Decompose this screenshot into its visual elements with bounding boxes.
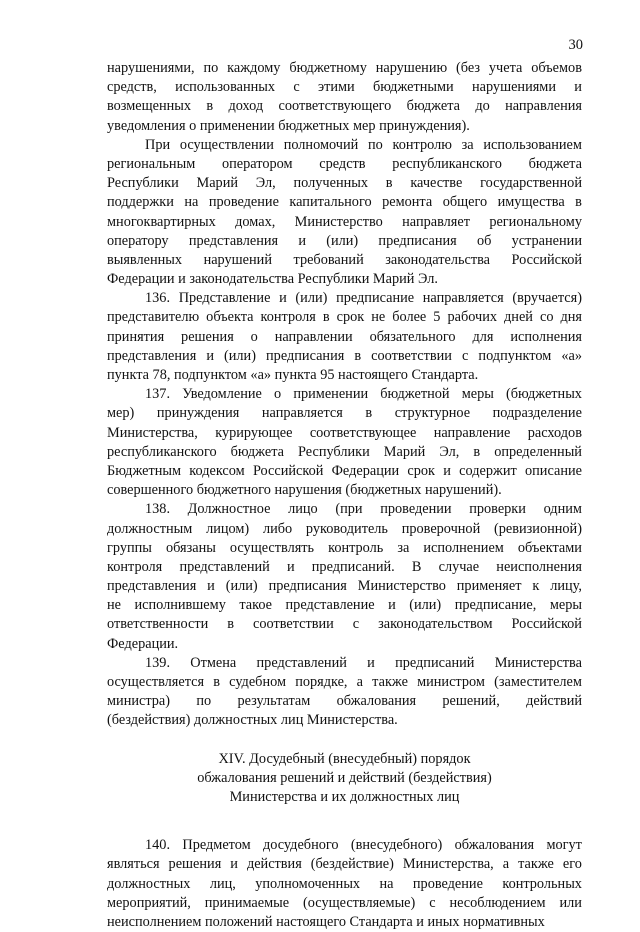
word: не	[107, 597, 121, 614]
word: о	[274, 386, 282, 403]
word: мер)	[107, 405, 135, 422]
word: Представление	[178, 290, 271, 307]
word: осуществлении	[179, 136, 274, 153]
word: его	[562, 856, 582, 873]
text-line	[107, 174, 582, 193]
word: на	[184, 194, 199, 211]
word: (или)	[225, 578, 258, 595]
word: и	[367, 654, 375, 671]
word: более	[392, 309, 427, 326]
text-line	[107, 654, 582, 673]
word: контрольных	[502, 875, 582, 892]
word: учета	[488, 60, 523, 76]
word: Эл,	[255, 175, 276, 192]
page-number: 30	[568, 37, 583, 53]
text-line	[107, 385, 582, 404]
word: проверочной	[401, 520, 481, 537]
word: с	[352, 616, 360, 633]
word: исполнения	[510, 328, 582, 345]
word: срок	[407, 462, 435, 479]
text-line	[107, 635, 582, 654]
word: представления	[188, 232, 279, 249]
word: 139.	[145, 654, 171, 671]
word: должностных	[107, 875, 191, 892]
word: уполномоченных	[255, 875, 361, 892]
document-body	[107, 59, 582, 932]
word: предписания	[268, 578, 347, 595]
word: Федерации	[331, 462, 400, 479]
text-line	[107, 136, 582, 155]
word: являться	[107, 856, 160, 873]
word: (или)	[409, 597, 442, 614]
word: представление	[285, 597, 375, 614]
word: соответствии	[371, 347, 452, 364]
word: (внесудебного)	[350, 837, 443, 854]
word: меры	[461, 386, 494, 403]
text-line	[107, 615, 582, 634]
text-line	[107, 500, 582, 519]
word: подразделение	[492, 405, 582, 422]
word: бюджетными	[372, 79, 454, 96]
word: предписания	[378, 232, 457, 249]
word: (заместителем	[494, 674, 582, 690]
word: в	[213, 674, 220, 690]
word: осуществляется	[107, 674, 205, 690]
word: Марий	[383, 443, 426, 460]
word: предписание	[336, 290, 415, 307]
word: и	[207, 578, 215, 595]
text-line	[107, 539, 582, 558]
word: направляется	[261, 405, 343, 422]
text-line	[107, 894, 582, 913]
heading-line	[107, 769, 582, 788]
word: Должностное	[187, 501, 271, 518]
word: представлений	[179, 558, 270, 575]
text-line	[107, 328, 582, 347]
word: решений,	[442, 693, 500, 710]
word: срок	[336, 309, 365, 326]
word: действия	[246, 856, 302, 873]
word: В	[411, 558, 422, 575]
word: Российской	[511, 251, 582, 268]
word: 5	[433, 309, 441, 326]
word: дней	[504, 309, 533, 326]
line-text: совершенного бюджетного нарушения (бюджетных нарушений).	[107, 482, 502, 499]
line-text: XIV. Досудебный (внесудебный) порядок	[218, 750, 471, 767]
word: структурное	[394, 405, 471, 422]
text-line	[107, 673, 582, 692]
text-line	[107, 347, 582, 366]
word: (или)	[295, 290, 328, 307]
word: случае	[438, 558, 480, 575]
word: с	[462, 347, 469, 364]
word: Российской	[511, 616, 582, 633]
word: неисполнения	[496, 558, 582, 575]
word: Республики	[107, 175, 179, 192]
line-text: уведомления о применении бюджетных мер принуждения).	[107, 117, 470, 134]
line-text: Федерации и законодательства Республики Марий Эл.	[107, 271, 438, 288]
word: Республики	[298, 443, 370, 460]
heading-line	[107, 750, 582, 769]
word: многоквартирных	[107, 213, 216, 230]
text-line	[107, 117, 582, 136]
word: ответственности	[107, 616, 209, 633]
word: курирующее	[215, 424, 293, 441]
word: капитального	[289, 194, 372, 211]
word: выявленных	[107, 251, 183, 268]
word: представителю	[107, 309, 200, 326]
word: бюджета	[528, 155, 582, 172]
word: домах,	[235, 213, 276, 230]
word: министра)	[107, 693, 171, 710]
word: либо	[262, 520, 293, 537]
word: средств	[319, 155, 366, 172]
word: соответствующее	[309, 424, 417, 441]
text-line	[107, 59, 582, 78]
text-line	[107, 424, 582, 443]
word: министром	[417, 674, 485, 690]
word: проведение	[412, 875, 483, 892]
word: контроля	[260, 309, 316, 326]
text-line	[107, 78, 582, 97]
word: принуждения	[156, 405, 240, 422]
word: в	[473, 443, 481, 460]
line-text: Федерации.	[107, 635, 179, 652]
word: за	[461, 136, 474, 153]
word: также	[372, 674, 408, 690]
word: в	[365, 405, 373, 422]
word: объектами	[517, 539, 582, 556]
word: полученных	[293, 175, 369, 192]
word: полномочий	[283, 136, 359, 153]
line-text: неисполнением положений настоящего Стандарта и иных нормативных	[107, 913, 545, 930]
word: или	[559, 894, 582, 911]
word: по	[196, 693, 212, 710]
text-line	[107, 97, 582, 116]
word: с	[293, 79, 300, 96]
word: об	[476, 232, 492, 249]
word: группы	[107, 539, 152, 556]
word: (вручается)	[512, 290, 582, 307]
word: Предметом	[182, 837, 251, 854]
word: досудебного	[263, 837, 339, 854]
text-line	[107, 155, 582, 174]
word: каждому	[227, 60, 281, 76]
text-line	[107, 443, 582, 462]
word: (бездействие)	[310, 856, 394, 873]
word: качестве	[410, 175, 463, 192]
heading-line	[107, 788, 582, 807]
word: и	[388, 597, 396, 614]
word: а	[356, 674, 364, 690]
word: имущества	[497, 194, 565, 211]
word: соответствии	[253, 616, 334, 633]
word: (при	[335, 501, 363, 518]
word: также	[518, 856, 554, 873]
word: бюджета	[406, 98, 460, 115]
word: представлений	[256, 654, 347, 671]
text-line	[107, 366, 582, 385]
word: подпунктом	[478, 347, 552, 364]
word: нарушению	[375, 60, 448, 76]
word: направляет	[402, 213, 470, 230]
word: Министерства,	[107, 424, 198, 441]
word: законодательством	[378, 616, 493, 633]
word: по	[203, 60, 219, 76]
word: лицу,	[550, 578, 582, 595]
word: оператором	[221, 155, 293, 172]
word: к	[532, 578, 540, 595]
word: в	[206, 98, 214, 115]
word: расходов	[527, 424, 582, 441]
word: направляется	[422, 290, 504, 307]
word: использованных	[175, 79, 276, 96]
word: этими	[317, 79, 355, 96]
word: региональному	[489, 213, 582, 230]
word: направление	[433, 424, 511, 441]
word: бюджета	[230, 443, 284, 460]
word: предписания	[266, 347, 345, 364]
text-line	[107, 913, 582, 932]
word: со	[539, 309, 554, 326]
word: предписаний	[395, 654, 475, 671]
word: могут	[546, 837, 582, 854]
word: Отмена	[190, 654, 237, 671]
word: проведение	[208, 194, 279, 211]
word: в	[227, 616, 235, 633]
text-line	[107, 596, 582, 615]
word: бюджетному	[289, 60, 367, 76]
word: республиканского	[107, 443, 217, 460]
word: в	[385, 175, 393, 192]
word: объекта	[206, 309, 254, 326]
word: поддержки	[107, 194, 174, 211]
word: (или)	[326, 232, 359, 249]
text-line	[107, 875, 582, 894]
word: мероприятий,	[107, 894, 191, 911]
word: и	[286, 558, 295, 575]
word: применяет	[456, 578, 522, 595]
text-line	[107, 481, 582, 500]
word: обжалования	[336, 693, 417, 710]
word: за	[397, 539, 410, 556]
word: нарушений	[203, 251, 272, 268]
word: соответствующего	[278, 98, 392, 115]
word: оператору	[107, 232, 169, 249]
text-line	[107, 462, 582, 481]
word: порядке,	[295, 674, 348, 690]
word: о	[250, 328, 258, 345]
spacer	[107, 731, 582, 750]
word: применении	[293, 386, 369, 403]
word: и	[279, 290, 287, 307]
word: обязательного	[369, 328, 456, 345]
word: (или)	[224, 347, 256, 364]
word: Марий	[196, 175, 239, 192]
word: исполнением	[423, 539, 504, 556]
word: контролю	[392, 136, 452, 153]
word: и	[443, 462, 451, 479]
word: обжалования	[454, 837, 535, 854]
line-text: Министерства и их должностных лиц	[229, 788, 460, 805]
word: определенный	[494, 443, 582, 460]
word: действий	[526, 693, 582, 710]
word: ремонта	[382, 194, 433, 211]
text-line	[107, 270, 582, 289]
text-line	[107, 692, 582, 711]
spacer	[107, 807, 582, 836]
word: проверки	[469, 501, 526, 518]
word: и	[230, 856, 238, 873]
word: результатам	[237, 693, 311, 710]
text-line	[107, 213, 582, 232]
word: региональным	[107, 155, 196, 172]
text-line	[107, 289, 582, 308]
word: лиц,	[209, 875, 236, 892]
word: представления	[107, 347, 197, 364]
text-line	[107, 855, 582, 874]
word: нарушениями	[471, 79, 557, 96]
text-line	[107, 251, 582, 270]
word: республиканского	[392, 155, 502, 172]
word: нарушениями,	[107, 60, 195, 76]
word: до	[475, 98, 490, 115]
word: (бюджетных	[506, 386, 582, 403]
word: требований	[293, 251, 364, 268]
word: При	[145, 136, 171, 153]
line-text: пункта 78, подпунктом «а» пункта 95 настоящего Стандарта.	[107, 367, 479, 383]
word: меры	[549, 597, 582, 614]
word: Министерство	[357, 578, 446, 595]
word: проведении	[380, 501, 452, 518]
word: руководитель	[305, 520, 388, 537]
word: использованием	[483, 136, 582, 153]
word: направлении	[274, 328, 353, 345]
word: в	[322, 309, 330, 326]
word: одним	[543, 501, 582, 518]
word: описание	[525, 462, 582, 479]
word: доход	[228, 98, 264, 115]
word: такое	[239, 597, 273, 614]
word: кодексом	[189, 462, 245, 479]
word: должностным	[107, 520, 193, 537]
word: (ревизионной)	[493, 520, 582, 537]
word: содержит	[459, 462, 517, 479]
word: а	[502, 856, 510, 873]
word: государственной	[480, 175, 582, 192]
word: 140.	[145, 837, 171, 854]
word: (без	[456, 60, 481, 76]
word: Уведомление	[182, 386, 262, 403]
text-line	[107, 711, 582, 730]
word: осуществлять	[229, 539, 315, 556]
text-line	[107, 577, 582, 596]
word: Министерства,	[402, 856, 494, 873]
word: направления	[505, 98, 582, 115]
word: не	[371, 309, 386, 326]
word: лицом)	[206, 520, 250, 537]
word: по	[368, 136, 383, 153]
word: объемов	[531, 60, 582, 76]
word: представления	[107, 578, 197, 595]
word: предписание,	[454, 597, 537, 614]
word: рабочих	[447, 309, 498, 326]
word: на	[379, 875, 394, 892]
word: лицо	[288, 501, 318, 518]
word: Министерства	[494, 654, 582, 671]
word: Бюджетным	[107, 462, 182, 479]
word: обязаны	[165, 539, 216, 556]
word: в	[354, 347, 362, 364]
word: в	[575, 194, 582, 211]
text-line	[107, 520, 582, 539]
text-line	[107, 232, 582, 251]
word: для	[472, 328, 494, 345]
word: возмещенных	[107, 98, 192, 115]
word: дня	[560, 309, 582, 326]
word: и	[298, 232, 306, 249]
word: с	[429, 894, 436, 911]
word: принимаемые	[204, 894, 290, 911]
word: решения	[168, 856, 222, 873]
word: устранении	[511, 232, 582, 249]
text-line	[107, 193, 582, 212]
word: «а»	[561, 347, 582, 364]
word: бюджетной	[380, 386, 450, 403]
word: несоблюдением	[449, 894, 546, 911]
line-text: обжалования решений и действий (бездействия)	[197, 769, 492, 786]
word: судебном	[229, 674, 287, 690]
word: общего	[442, 194, 488, 211]
word: исполнившему	[134, 597, 226, 614]
word: 137.	[145, 386, 171, 403]
word: (осуществляемые)	[303, 894, 416, 911]
word: 136.	[145, 290, 171, 307]
text-line	[107, 836, 582, 855]
word: предписаний.	[311, 558, 395, 575]
word: законодательства	[385, 251, 490, 268]
word: и	[574, 79, 582, 96]
word: средств,	[107, 79, 157, 96]
word: контроля	[107, 558, 163, 575]
word: Министерство	[294, 213, 383, 230]
text-line	[107, 558, 582, 577]
word: решения	[181, 328, 234, 345]
text-line	[107, 404, 582, 423]
word: Эл,	[439, 443, 460, 460]
word: принятия	[107, 328, 165, 345]
word: и	[206, 347, 214, 364]
word: 138.	[145, 501, 171, 518]
word: Российской	[252, 462, 324, 479]
word: контроль	[328, 539, 384, 556]
text-line	[107, 308, 582, 327]
line-text: (бездействия) должностных лиц Министерства.	[107, 712, 398, 729]
